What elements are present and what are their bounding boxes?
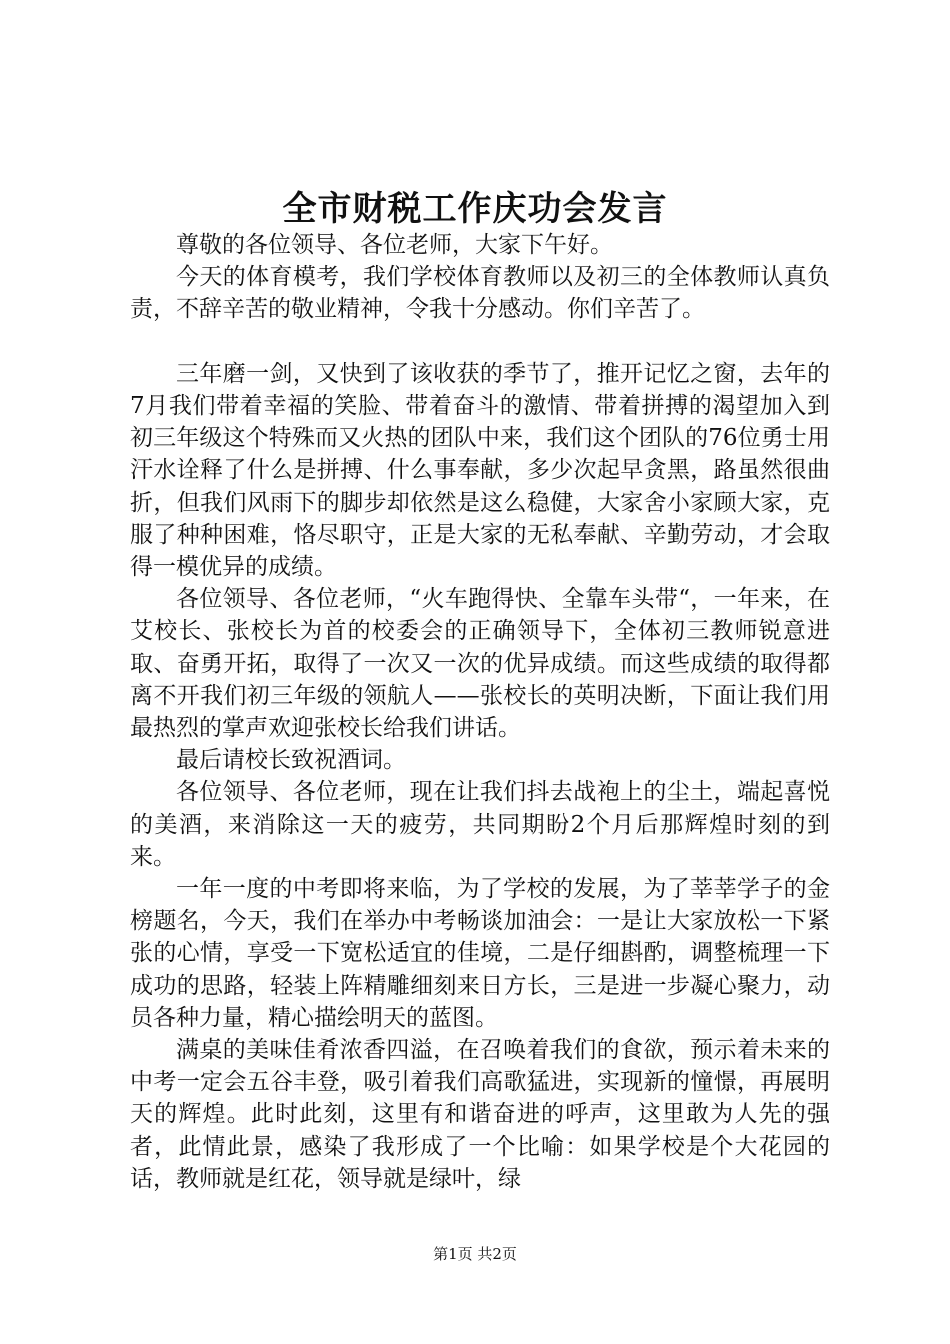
paragraph-toast-invite: 最后请校长致祝酒词。 xyxy=(176,747,406,774)
paragraph-thanks: 今天的体育模考，我们学校体育教师以及初三的全体教师认真负责，不辞辛苦的敬业精神，令我十分感动。你们辛苦了。 xyxy=(130,264,830,323)
paragraph-exam: 一年一度的中考即将来临，为了学校的发展，为了莘莘学子的金榜题名，今天，我们在举办中考畅谈加油会：一是让大家放松一下紧张的心情，享受一下宽松适宜的佳境，二是仔细斟酌，调整梳理一下成功的思路，轻装上阵精雕细刻来日方长，三是进一步凝心聚力，动员各种力量，精心描绘明天的蓝图。 xyxy=(130,876,830,1031)
paragraph-toast: 各位领导、各位老师，现在让我们抖去战袍上的尘土，端起喜悦的美酒，来消除这一天的疲劳，共同期盼2个月后那辉煌时刻的到来。 xyxy=(130,779,830,870)
page-footer: 第1页 共2页 xyxy=(433,1245,517,1263)
paragraph-greeting: 尊敬的各位领导、各位老师，大家下午好。 xyxy=(176,232,613,258)
document-body xyxy=(130,229,830,1195)
document-title: 全市财税工作庆功会发言 xyxy=(282,189,668,229)
blank-line xyxy=(130,326,830,358)
paragraph-banquet: 满桌的美味佳肴浓香四溢，在召唤着我们的食欲，预示着未来的中考一定会五谷丰登，吸引着我们高歌猛进，实现新的憧憬，再展明天的辉煌。此时此刻，这里有和谐奋进的呼声，这里敢为人先的强者，此情此景，感染了我形成了一个比喻：如果学校是个大花园的话，教师就是红花，领导就是绿叶，绿 xyxy=(130,1037,830,1192)
paragraph-review: 三年磨一剑，又快到了该收获的季节了，推开记忆之窗，去年的7月我们带着幸福的笑脸、带着奋斗的激情、带着拼搏的渴望加入到初三年级这个特殊而又火热的团队中来，我们这个团队的76位勇士用汗水诠释了什么是拼搏、什么事奉献，多少次起早贪黑，路虽然很曲折，但我们风雨下的脚步却依然是这么稳健，大家舍小家顾大家，克服了种种困难，恪尽职守，正是大家的无私奉献、辛勤劳动，才会取得一模优异的成绩。 xyxy=(130,360,830,581)
paragraph-leadership: 各位领导、各位老师，“火车跑得快、全靠车头带“，一年来，在艾校长、张校长为首的校委会的正确领导下，全体初三教师锐意进取、奋勇开拓，取得了一次又一次的优异成绩。而这些成绩的取得都离不开我们初三年级的领航人——张校长的英明决断，下面让我们用最热烈的掌声欢迎张校长给我们讲话。 xyxy=(130,586,830,742)
